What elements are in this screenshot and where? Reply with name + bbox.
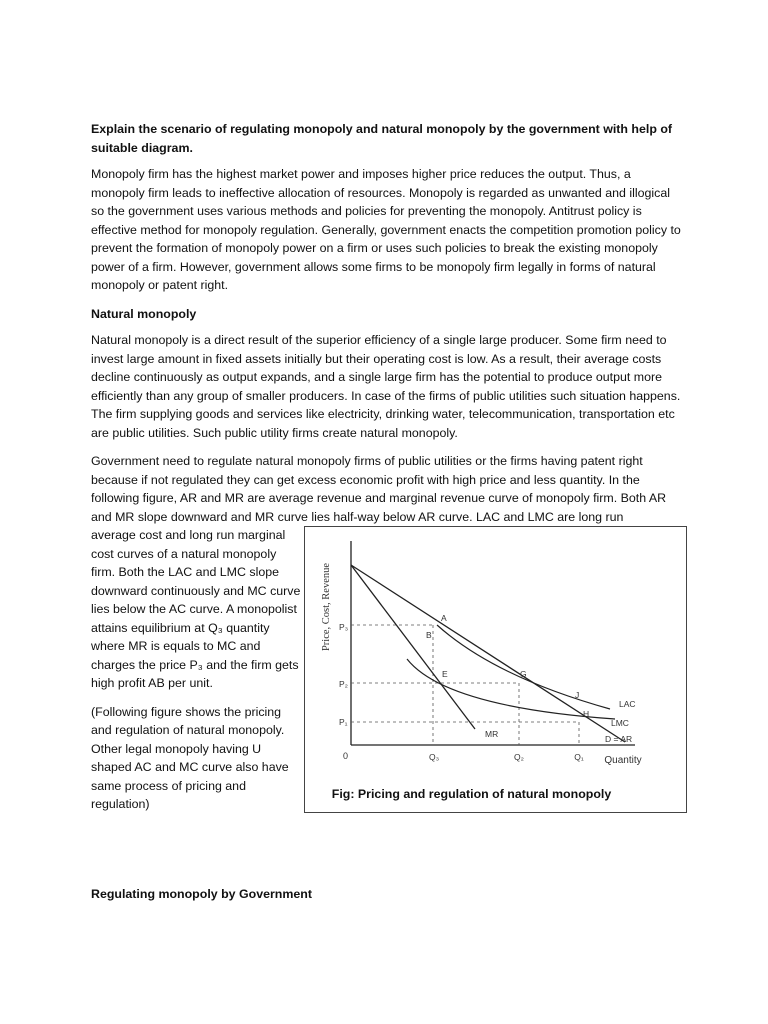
- curve-label-mr: MR: [485, 729, 499, 739]
- quantity-label-q2: Q₂: [514, 752, 524, 762]
- point-label-h: H: [583, 709, 590, 719]
- price-label-p2: P₂: [339, 679, 348, 689]
- curve-label-lac: LAC: [619, 699, 636, 709]
- quantity-label-q3: Q₃: [428, 752, 440, 762]
- diagram-svg: [305, 527, 688, 814]
- figure-caption: Fig: Pricing and regulation of natural monopoly: [331, 787, 612, 801]
- dashed-guides: [351, 625, 579, 745]
- paragraph-cost-curves: average cost and long run marginal cost curves of a natural monopoly firm. Both the LAC and LMC slope downward continuously and MC curve lies below the AC curve. A monopolist attains equilibrium at Q₃ quantity where MR is equals to MC and charges the price P₃ and the firm gets high profit AB per unit.: [91, 528, 301, 690]
- mr-curve: [351, 565, 475, 729]
- left-column: [91, 526, 301, 824]
- paragraph-figure-note: (Following figure shows the pricing and regulation of natural monopoly. Other legal monopoly having U shaped AC and MC curve also have same process of pricing and regulation): [91, 704, 289, 811]
- paragraph-natural-monopoly: Natural monopoly is a direct result of the superior efficiency of a single large producer. Some firm need to invest large amount in fixed assets initially but their operating cost is low. As a result, their average costs decline continuously as output expands, and a single large firm has the potential to produce output more efficiently than any group of smaller producers. In case of the firms of public utilities such situation happens. The firm supplying goods and services like electricity, drinking water, telecommunication, transportation etc are public utilities. Such public utility firms create natural monopoly.: [91, 333, 681, 440]
- point-label-j: J: [575, 690, 580, 700]
- question-heading: Explain the scenario of regulating monopoly and natural monopoly by the government with help of suitable diagram.: [91, 122, 673, 155]
- price-label-p3: P₃: [339, 622, 349, 632]
- text-figure-section: [91, 526, 681, 816]
- paragraph-regulation: Government need to regulate natural monopoly firms of public utilities or the firms having patent right because if not regulated they can get excess economic profit with high price and less quantity. In the following figure, AR and MR are average revenue and marginal revenue curve of monopoly firm. Both AR and MR slope downward and MR curve lies half-way below AR curve. LAC and LMC are long run: [91, 454, 667, 524]
- curve-label-lmc: LMC: [611, 718, 629, 728]
- price-label-p1: P₁: [339, 717, 348, 727]
- paragraph-monopoly: Monopoly firm has the highest market power and imposes higher price reduces the output. Thus, a monopoly firm leads to ineffective allocation of resources. Monopoly is regarded as unwanted and illogical so the government uses various methods and policies for preventing the monopoly. Antitrust policy is effective method for monopoly regulation. Generally, government enacts the competition promotion policy to prevent the formation of monopoly power on a firm or uses such policies to break the existing monopoly power of a firm. However, government allows some firms to be monopoly firm legally in forms of natural monopoly or patent right.: [91, 167, 681, 292]
- point-label-e: E: [442, 669, 448, 679]
- heading-regulating-monopoly: Regulating monopoly by Government: [91, 887, 312, 901]
- x-axis-label: Quantity: [604, 755, 642, 766]
- point-label-b: B: [426, 630, 432, 640]
- quantity-label-q1: Q₁: [574, 752, 584, 762]
- curve-label-demand: D = AR: [605, 734, 633, 744]
- document-body: [91, 120, 681, 816]
- point-label-g: G: [520, 669, 527, 679]
- y-axis-label: Price, Cost, Revenue: [321, 562, 332, 652]
- figure-natural-monopoly: [304, 526, 687, 813]
- origin-label: 0: [343, 751, 349, 761]
- point-label-a: A: [441, 613, 447, 623]
- subheading-natural-monopoly: Natural monopoly: [91, 306, 197, 321]
